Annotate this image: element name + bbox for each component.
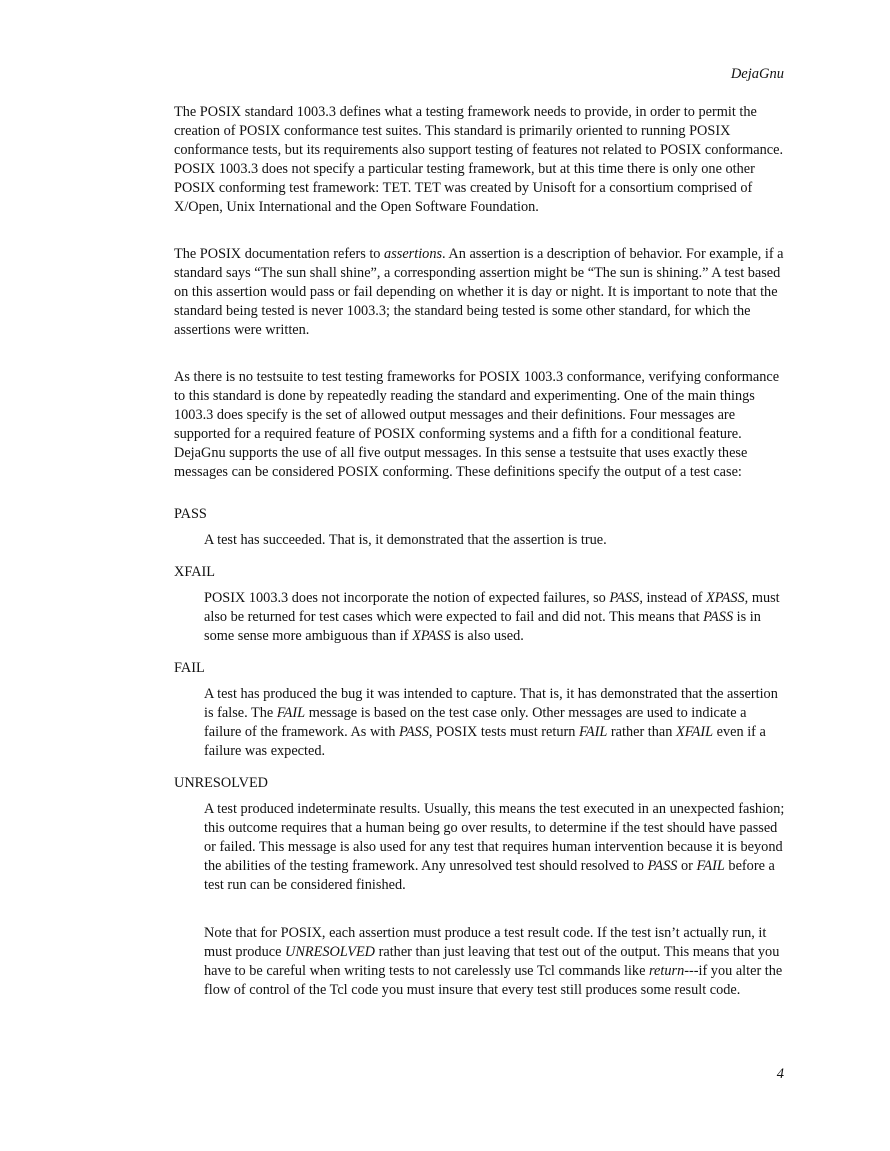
page-body bbox=[174, 103, 786, 1013]
term-pass: PASS bbox=[174, 506, 207, 522]
term-xfail: XFAIL bbox=[174, 564, 216, 580]
assertions-paragraph: The POSIX documentation refers to assertions. An assertion is a description of behavior. For example, if a standard says “The sun shall shine”, a corresponding assertion might be “The sun is shining.” A test based on this assertion would pass or fail depending on whether it is day or night. It is important to note that the standard being tested is never 1003.3; the standard being tested is some other standard, for which the assertions were written. bbox=[174, 246, 784, 338]
conformance-paragraph: As there is no testsuite to test testing frameworks for POSIX 1003.3 conformance, verifying conformance to this standard is done by repeatedly reading the standard and experimenting. One of the main things 1003.3 does specify is the set of allowed output messages and their definitions. Four messages are supported for a required feature of POSIX conforming systems and a fifth for a conditional feature. DejaGnu supports the use of all five output messages. In this sense a testsuite that uses exactly these messages can be considered POSIX conforming. These definitions specify the output of a test case: bbox=[174, 369, 780, 480]
emphasis-assertions: assertions bbox=[384, 246, 443, 262]
running-header: DejaGnu bbox=[730, 66, 784, 82]
term-unresolved: UNRESOLVED bbox=[174, 775, 268, 791]
definition-pass: A test has succeeded. That is, it demonstrated that the assertion is true. bbox=[204, 532, 607, 548]
definition-fail: A test has produced the bug it was intended to capture. That is, it has demonstrated that the assertion is false. The FAIL message is based on the test case only. Other messages are used to indicate a failure of the framework. As with PASS, POSIX tests must return FAIL rather than XFAIL even if a failure was expected. bbox=[204, 686, 778, 759]
intro-paragraph: The POSIX standard 1003.3 defines what a testing framework needs to provide, in order to permit the creation of POSIX conformance test suites. This standard is primarily oriented to running POSIX conformance tests, but its requirements also support testing of features not related to POSIX conformance. POSIX 1003.3 does not specify a particular testing framework, but at this time there is only one other POSIX conforming test framework: TET. TET was created by Unisoft for a consortium comprised of X/Open, Unix International and the Open Software Foundation. bbox=[174, 104, 784, 215]
page-number: 4 bbox=[776, 1066, 784, 1082]
posix-note-paragraph: Note that for POSIX, each assertion must produce a test result code. If the test isn’t actually run, it must produce UNRESOLVED rather than just leaving that test out of the output. This means that you have to be careful when writing tests to not carelessly use Tcl commands like return---if you alter the flow of control of the Tcl code you must insure that every test still produces some result code. bbox=[204, 925, 783, 998]
term-fail: FAIL bbox=[174, 660, 205, 676]
definition-unresolved: A test produced indeterminate results. Usually, this means the test executed in an unexpected fashion; this outcome requires that a human being go over results, to determine if the test should have passed or failed. This message is also used for any test that requires human intervention because it is beyond the abilities of the testing framework. Any unresolved test should resolved to PASS or FAIL before a test run can be considered finished. bbox=[204, 801, 785, 893]
definition-xfail: POSIX 1003.3 does not incorporate the notion of expected failures, so PASS, instead of XPASS, must also be returned for test cases which were expected to fail and did not. This means that PASS is in some sense more ambiguous than if XPASS is also used. bbox=[204, 590, 780, 644]
